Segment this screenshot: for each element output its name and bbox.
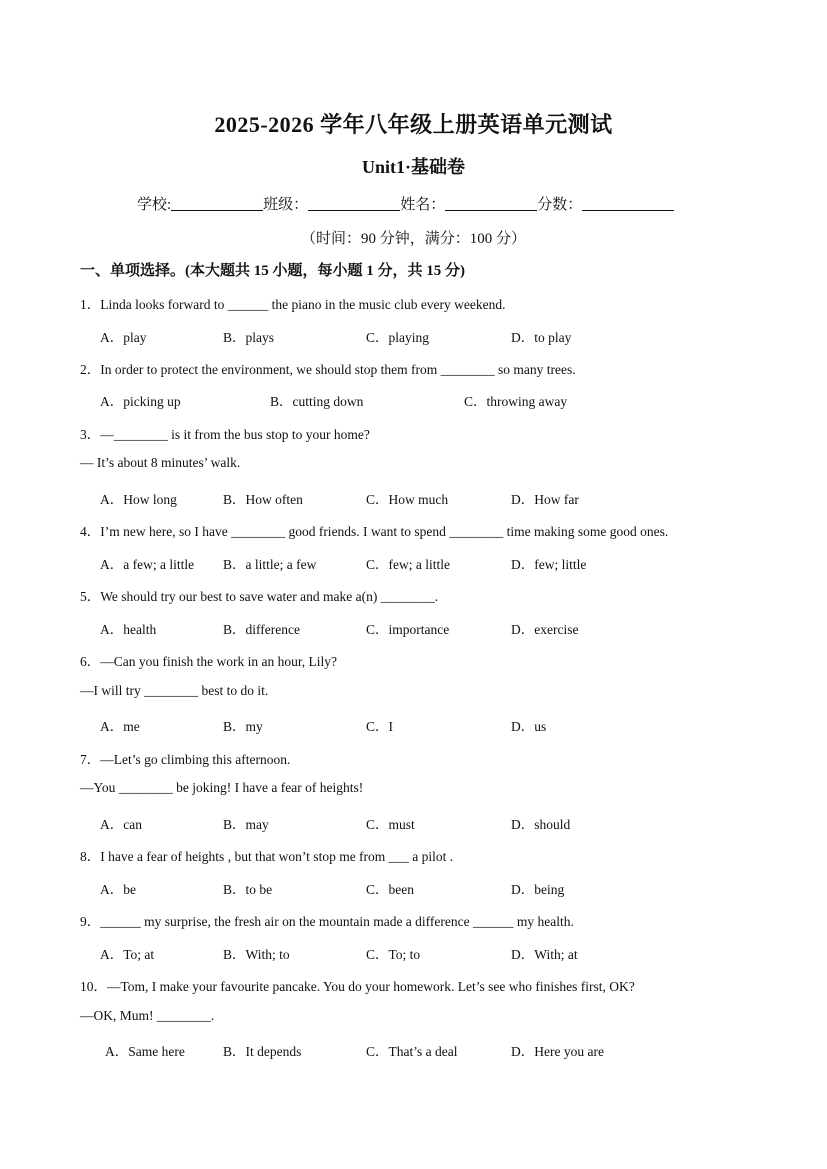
question-3-options (100, 488, 740, 506)
option-c: C．must (366, 817, 415, 832)
option-b: B．my (223, 719, 263, 734)
option-c: C．throwing away (464, 394, 568, 409)
option-d: D．being (511, 882, 565, 897)
question-10-options (100, 1040, 740, 1058)
option-a: A．me (100, 719, 140, 734)
question-5-options (100, 618, 740, 636)
class-label: 班级： (263, 197, 309, 213)
score-label: 分数： (537, 197, 583, 213)
option-b: B．a little; a few (223, 557, 317, 572)
option-d: D．Here you are (511, 1044, 604, 1059)
exam-subtitle: Unit1·基础卷 (361, 157, 465, 177)
option-c: C．playing (366, 330, 429, 345)
question-4-stem: 4．I’m new here, so I have ________ good friends. I want to spend ________ time making some good ones. (80, 524, 669, 539)
option-a: A．How long (100, 492, 177, 507)
option-c: C．few; a little (366, 557, 450, 572)
option-a: A．Same here (105, 1044, 185, 1059)
option-d: D．With; at (511, 947, 578, 962)
option-b: B．may (223, 817, 269, 832)
option-a: A．picking up (100, 394, 181, 409)
question-9-options (100, 943, 740, 961)
option-d: D．How far (511, 492, 579, 507)
option-b: B．to be (223, 882, 273, 897)
option-a: A．can (100, 817, 142, 832)
school-label: 学校: (137, 197, 172, 213)
question-10-reply: —OK, Mum! ________. (80, 1008, 215, 1023)
section-title: 一、单项选择。(本大题共 15 小题，每小题 1 分，共 15 分) (80, 263, 465, 279)
question-2-stem: 2．In order to protect the environment, we should stop them from ________ so many trees. (80, 362, 576, 377)
option-a: A．play (100, 330, 147, 345)
name-blank (445, 196, 537, 211)
question-3-stem: 3．—________ is it from the bus stop to your home? (80, 427, 370, 442)
option-b: B．With; to (223, 947, 290, 962)
question-6-stem: 6．—Can you finish the work in an hour, Lily? (80, 654, 338, 669)
question-6-reply: —I will try ________ best to do it. (80, 683, 269, 698)
school-blank (171, 196, 263, 211)
option-c: C．That’s a deal (366, 1044, 458, 1059)
time-note: （时间：90 分钟，满分：100 分） (300, 231, 526, 247)
question-8-stem: 8．I have a fear of heights , but that won’t stop me from ___ a pilot . (80, 849, 454, 864)
question-7-options (100, 813, 740, 831)
option-a: A．To; at (100, 947, 155, 962)
option-c: C．How much (366, 492, 449, 507)
option-b: B．plays (223, 330, 275, 345)
student-info-line (137, 193, 674, 214)
exam-title: 2025-2026 学年八年级上册英语单元测试 (214, 112, 613, 137)
question-2-options (100, 390, 740, 408)
option-d: D．exercise (511, 622, 579, 637)
option-a: A．be (100, 882, 136, 897)
option-b: B．It depends (223, 1044, 302, 1059)
option-c: C．been (366, 882, 414, 897)
score-blank (582, 196, 674, 211)
question-7-reply: —You ________ be joking! I have a fear of heights! (80, 780, 364, 795)
question-10-stem: 10．—Tom, I make your favourite pancake. You do your homework. Let’s see who finishes first, OK? (80, 979, 635, 994)
option-c: C．I (366, 719, 393, 734)
question-8-options (100, 878, 740, 896)
question-9-stem: 9．______ my surprise, the fresh air on the mountain made a difference ______ my health. (80, 914, 574, 929)
option-d: D．should (511, 817, 571, 832)
option-b: B．difference (223, 622, 300, 637)
option-d: D．us (511, 719, 547, 734)
question-5-stem: 5．We should try our best to save water and make a(n) ________. (80, 589, 439, 604)
option-b: B．cutting down (270, 394, 364, 409)
class-blank (308, 196, 400, 211)
option-b: B．How often (223, 492, 303, 507)
option-a: A．health (100, 622, 157, 637)
question-3-reply: — It’s about 8 minutes’ walk. (80, 455, 241, 470)
name-label: 姓名： (400, 197, 446, 213)
option-a: A．a few; a little (100, 557, 195, 572)
question-6-options (100, 715, 740, 733)
option-d: D．to play (511, 330, 572, 345)
option-d: D．few; little (511, 557, 587, 572)
question-1-options (100, 326, 740, 344)
question-4-options (100, 553, 740, 571)
option-c: C．importance (366, 622, 450, 637)
question-7-stem: 7．—Let’s go climbing this afternoon. (80, 752, 291, 767)
question-1-stem: 1．Linda looks forward to ______ the piano in the music club every weekend. (80, 297, 506, 312)
option-c: C．To; to (366, 947, 421, 962)
